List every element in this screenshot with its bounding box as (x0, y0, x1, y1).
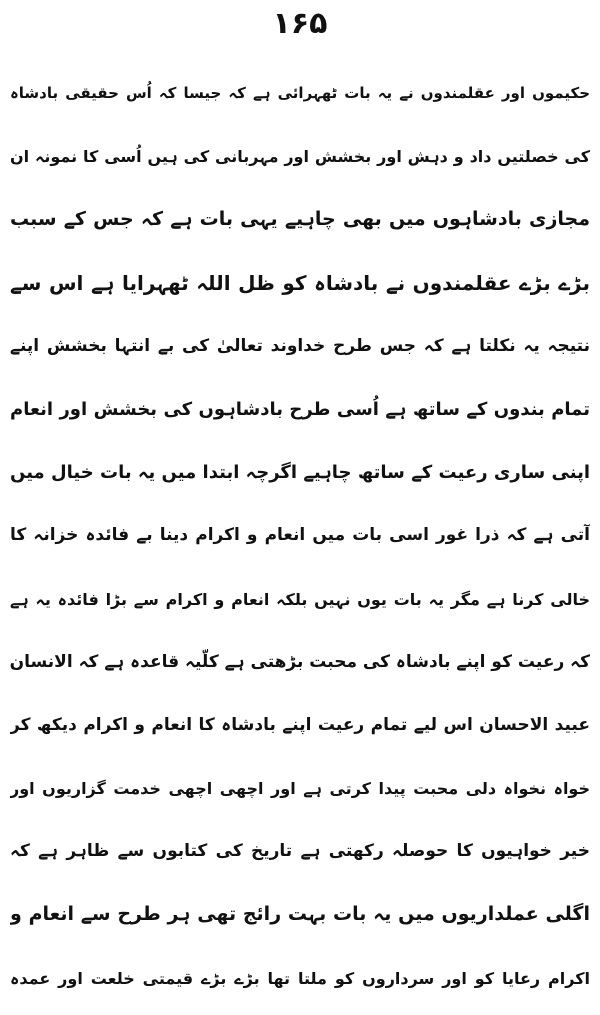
text-line: خیر خواہیوں کا حوصلہ رکھتی ہے تاریخ کی کتابوں سے ظاہر ہے کہ (10, 841, 590, 862)
text-line: اگلی عملداریوں میں یہ بات بہت رائج تھی ہر طرح سے انعام و (10, 903, 590, 926)
text-line: اپنی ساری رعیت کے ساتھ چاہیے اگرچہ ابتدا میں یہ بات خیال میں (10, 462, 590, 484)
text-line: اکرام رعایا کو اور سرداروں کو ملتا تھا بڑے بڑے قیمتی خلعت اور عمدہ (10, 968, 590, 988)
text-line: بڑے بڑے عقلمندوں نے بادشاہ کو ظل اللہ ٹھہرایا ہے اس سے (10, 270, 590, 295)
text-line: حکیموں اور عقلمندوں نے یہ بات ٹھہرائی ہے کہ جیسا کہ اُس حقیقی بادشاہ (10, 84, 590, 102)
page-text (10, 62, 590, 1010)
text-line: کہ رعیت کو اپنے بادشاہ کی محبت بڑھتی ہے کلّیہ قاعدہ ہے کہ الانسان (10, 651, 590, 672)
text-line: مجازی بادشاہوں میں بھی چاہیے یہی بات ہے کہ جس کے سبب (10, 208, 590, 231)
page-number: ۱۶۵ (272, 6, 328, 41)
text-line: خواہ نخواہ دلی محبت پیدا کرتی ہے اور اچھی اچھی خدمت گزاریوں اور (10, 779, 590, 799)
text-line: آتی ہے کہ ذرا غور اسی بات میں انعام و اکرام دینا بے فائدہ خزانہ کا (10, 525, 590, 546)
text-line: کی خصلتیں داد و دہش اور بخشش اور مہربانی کی ہیں اُسی کا نمونہ ان (10, 147, 590, 167)
text-line: عبید الاحسان اس لیے تمام رعیت اپنے بادشاہ کا انعام و اکرام دیکھ کر (10, 714, 590, 735)
text-line: خالی کرنا ہے مگر یہ بات یوں نہیں بلکہ انعام و اکرام سے بڑا فائدہ یہ ہے (10, 589, 590, 609)
text-line: نتیجہ یہ نکلتا ہے کہ جس طرح خداوند تعالیٰ کی بے انتہا بخشش اپنے (10, 335, 590, 356)
text-line: تمام بندوں کے ساتھ ہے اُسی طرح بادشاہوں کی بخشش اور انعام (10, 398, 590, 420)
